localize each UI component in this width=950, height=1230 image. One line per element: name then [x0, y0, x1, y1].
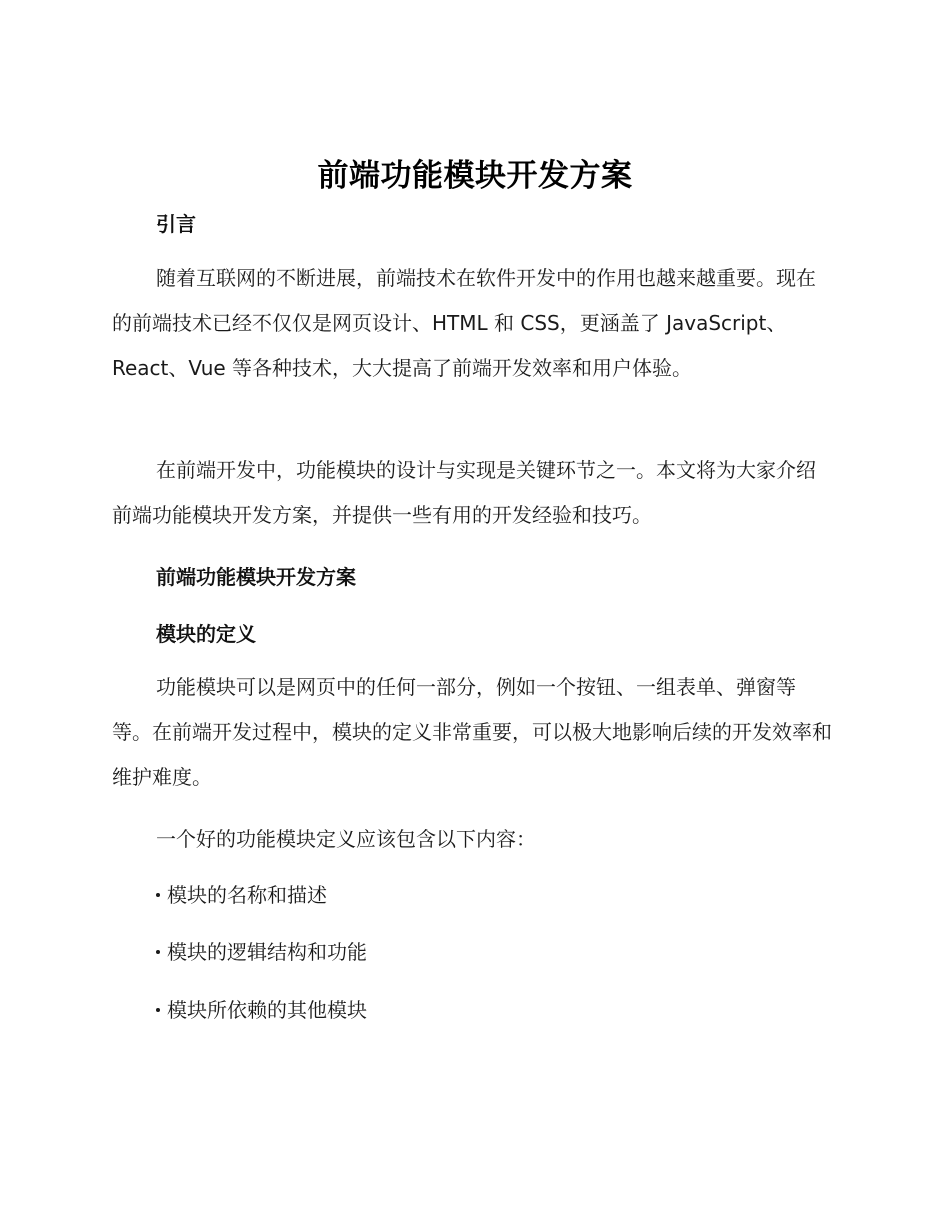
intro-paragraph-1: 随着互联网的不断进展，前端技术在软件开发中的作用也越来越重要。现在的前端技术已经不仅仅是网页设计、HTML 和 CSS，更涵盖了 JavaScript、React、Vue 等各种技术，大大提高了前端开发效率和用户体验。: [112, 266, 816, 380]
bullet-item-2: [156, 936, 367, 965]
bullet-item-text: 模块所依赖的其他模块: [167, 998, 367, 1022]
definition-heading: 模块的定义: [156, 622, 256, 646]
definition-lead-line: 一个好的功能模块定义应该包含以下内容：: [156, 827, 536, 851]
bullet-dot-icon: [156, 1008, 160, 1012]
intro-paragraph-2: 在前端开发中，功能模块的设计与实现是关键环节之一。本文将为大家介绍前端功能模块开发方案，并提供一些有用的开发经验和技巧。: [112, 458, 816, 527]
bullet-item-text: 模块的名称和描述: [167, 883, 327, 907]
definition-paragraph: 功能模块可以是网页中的任何一部分，例如一个按钮、一组表单、弹窗等等。在前端开发过程中，模块的定义非常重要，可以极大地影响后续的开发效率和维护难度。: [112, 675, 832, 789]
intro-heading: 引言: [156, 212, 196, 236]
bullet-item-3: [156, 994, 367, 1023]
bullet-item-1: [156, 879, 327, 908]
bullet-dot-icon: [156, 893, 160, 897]
document-title: 前端功能模块开发方案: [317, 158, 633, 194]
plan-heading: 前端功能模块开发方案: [156, 565, 356, 589]
bullet-item-text: 模块的逻辑结构和功能: [167, 940, 367, 964]
bullet-dot-icon: [156, 950, 160, 954]
